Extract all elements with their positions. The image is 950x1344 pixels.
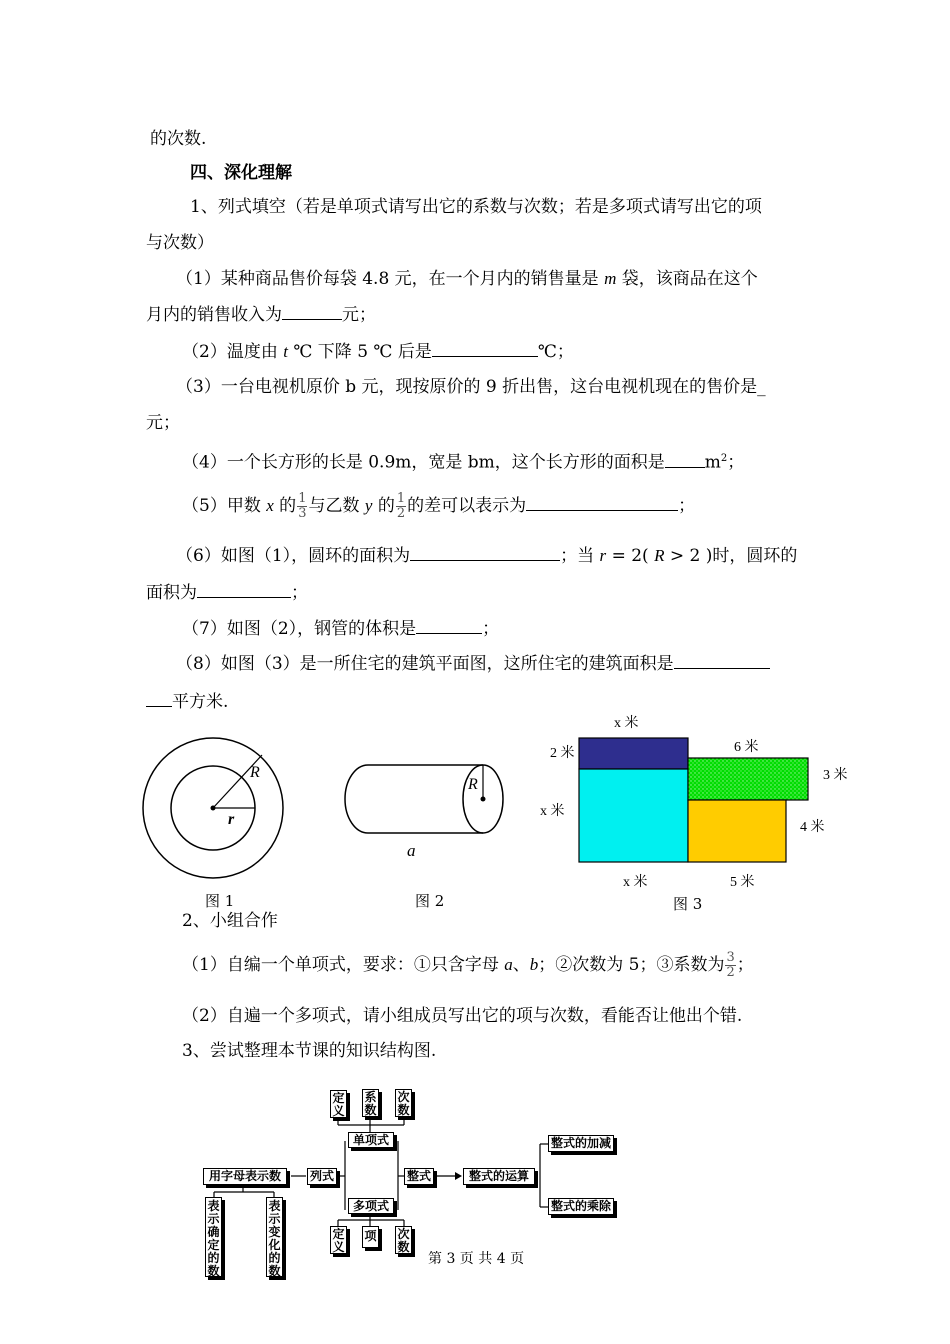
node-expression: 列式 bbox=[307, 1168, 337, 1185]
node-coefficient: 系数 bbox=[362, 1089, 379, 1117]
fig3-label-top: x 米 bbox=[614, 716, 639, 731]
text-fragment: 面积为 bbox=[146, 583, 197, 603]
text-fragment: 与乙数 bbox=[308, 496, 365, 516]
text-fragment: 的 bbox=[273, 496, 297, 516]
text-fragment: ℃； bbox=[537, 342, 574, 362]
node-add-subtract: 整式的加减 bbox=[548, 1135, 614, 1152]
var-r: r bbox=[599, 546, 607, 565]
figure-2-caption: 图 2 bbox=[415, 892, 445, 910]
text-fragment: 元； bbox=[342, 305, 376, 325]
node-polynomial: 多项式 bbox=[348, 1198, 394, 1214]
section-title: 四、深化理解 bbox=[190, 163, 292, 183]
question-2-text: 2、小组合作 bbox=[182, 911, 278, 931]
fraction-numerator: 3 bbox=[726, 950, 735, 965]
text-fragment: 的 bbox=[372, 496, 395, 516]
text-fragment: （3）一台电视机原价 b 元，现按原价的 9 折出售，这台电视机现在的售价是_ bbox=[176, 377, 766, 397]
text-fragment: ℃ 下降 5 ℃ 后是 bbox=[287, 342, 432, 362]
text-fragment: 的差可以表示为 bbox=[407, 496, 527, 516]
text-fragment: （5）甲数 bbox=[182, 496, 267, 516]
text-fragment: （2）自遍一个多项式，请小组成员写出它的项与次数，看能否让他出个错. bbox=[182, 1006, 743, 1026]
fraction-denominator: 3 bbox=[298, 506, 307, 521]
text-fragment: （6）如图（1），圆环的面积为 bbox=[176, 546, 411, 566]
node-letters-represent-numbers: 用字母表示数 bbox=[203, 1168, 287, 1185]
text-fragment: 、 bbox=[512, 955, 530, 975]
question-1-text: 1、列式填空（若是单项式请写出它的系数与次数；若是多项式请写出它的项 bbox=[190, 197, 762, 217]
text-fragment: 袋，该商品在这个 bbox=[616, 269, 758, 289]
node-integral-expression: 整式 bbox=[404, 1168, 434, 1185]
fraction-denominator: 2 bbox=[396, 506, 406, 521]
var-a: a bbox=[504, 955, 513, 974]
text-fragment: （1）自编一个单项式，要求：①只含字母 bbox=[182, 955, 505, 975]
fraction-denominator: 2 bbox=[726, 965, 735, 980]
question-3-text: 3、尝试整理本节课的知识结构图. bbox=[182, 1041, 437, 1061]
superscript: 2 bbox=[720, 453, 728, 464]
var-x: x bbox=[266, 496, 274, 515]
var-R: R bbox=[654, 546, 665, 565]
text-fragment: ； bbox=[678, 496, 696, 516]
text-fragment: ； bbox=[736, 955, 754, 975]
fig3-label-left-mid: x 米 bbox=[540, 804, 565, 819]
text-fragment: ； bbox=[727, 452, 745, 473]
var-m: m bbox=[604, 269, 617, 288]
fig3-label-bottom-right: 5 米 bbox=[730, 875, 755, 890]
text-fragment: m bbox=[704, 452, 721, 473]
page-footer: 第 3 页 共 4 页 bbox=[428, 1251, 525, 1267]
text-fragment: （7）如图（2），钢管的体积是 bbox=[182, 619, 417, 639]
node-variable-number: 表示变化的数 bbox=[266, 1197, 283, 1277]
node-multiply-divide: 整式的乘除 bbox=[548, 1198, 614, 1215]
fraction-numerator: 1 bbox=[396, 491, 406, 506]
node-operations: 整式的运算 bbox=[463, 1168, 535, 1185]
node-definition-top: 定义 bbox=[330, 1090, 347, 1118]
text-fragment: 的次数. bbox=[150, 129, 207, 149]
fig3-label-right-low: 4 米 bbox=[800, 820, 825, 835]
label-r: r bbox=[228, 811, 235, 828]
label-R: R bbox=[468, 776, 478, 793]
text-fragment: 月内的销售收入为 bbox=[146, 305, 282, 325]
fig3-label-right-top: 6 米 bbox=[734, 740, 759, 755]
node-definition-bottom: 定义 bbox=[330, 1226, 347, 1254]
text-fragment: （4）一个长方形的长是 0.9m，宽是 bm，这个长方形的面积是 bbox=[182, 452, 665, 473]
fraction-numerator: 1 bbox=[298, 491, 307, 506]
var-y: y bbox=[364, 496, 373, 515]
var-b: b bbox=[529, 955, 539, 974]
fig3-label-left-top: 2 米 bbox=[550, 746, 575, 761]
label-R: R bbox=[250, 764, 260, 781]
text-fragment: 元； bbox=[146, 413, 180, 433]
text-fragment: ； bbox=[291, 583, 308, 603]
text-fragment: = 2( bbox=[606, 546, 655, 566]
text-fragment: 平方米. bbox=[172, 692, 229, 712]
figure-1-caption: 图 1 bbox=[205, 892, 235, 910]
text-fragment: ；当 bbox=[560, 546, 600, 566]
fig3-label-bottom-left: x 米 bbox=[623, 875, 648, 890]
node-degree-top: 次数 bbox=[395, 1089, 412, 1117]
fig3-label-right-mid: 3 米 bbox=[823, 768, 848, 783]
text-fragment: （8）如图（3）是一所住宅的建筑平面图，这所住宅的建筑面积是 bbox=[176, 654, 674, 674]
text-fragment: （1）某种商品售价每袋 4.8 元，在一个月内的销售量是 bbox=[176, 269, 605, 289]
node-monomial: 单项式 bbox=[348, 1132, 394, 1148]
node-degree-bottom: 次数 bbox=[395, 1226, 412, 1254]
node-fixed-number: 表示确定的数 bbox=[205, 1197, 222, 1277]
node-term: 项 bbox=[362, 1226, 379, 1248]
text-fragment: > 2 )时，圆环的 bbox=[664, 546, 798, 566]
text-fragment: ；②次数为 5；③系数为 bbox=[538, 955, 725, 975]
label-a: a bbox=[407, 841, 416, 860]
question-1-text-cont: 与次数） bbox=[146, 233, 214, 253]
var-t: t bbox=[283, 342, 288, 361]
text-fragment: ； bbox=[482, 619, 500, 639]
text-fragment: （2）温度由 bbox=[182, 342, 284, 362]
figure-3-caption: 图 3 bbox=[673, 895, 703, 913]
